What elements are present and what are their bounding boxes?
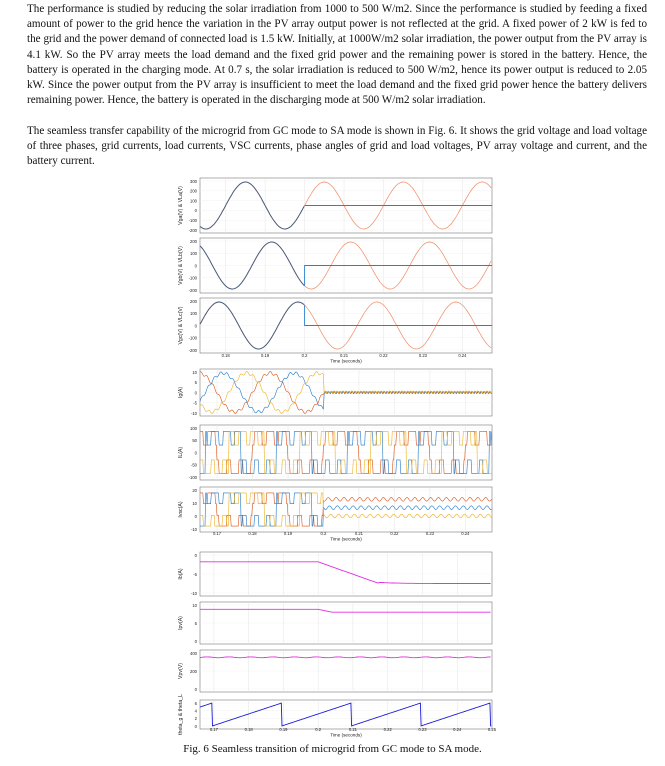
y-tick-label: 10 bbox=[192, 369, 197, 375]
x-tick-label: 0.21 bbox=[339, 353, 349, 358]
x-tick-label: 0.24 bbox=[453, 727, 462, 732]
y-tick-label: 0 bbox=[194, 552, 197, 558]
y-axis-label: Vgc(V) & VLc(V) bbox=[178, 306, 184, 345]
y-tick-label: -50 bbox=[190, 462, 197, 468]
y-tick-label: -100 bbox=[188, 474, 197, 480]
y-tick-label: -200 bbox=[188, 347, 197, 353]
y-axis-label: Vpv(V) bbox=[178, 663, 184, 679]
y-tick-label: 300 bbox=[190, 178, 197, 184]
x-tick-label: 0.21 bbox=[348, 727, 358, 732]
y-tick-label: 100 bbox=[190, 251, 197, 257]
x-axis-label: Time (seconds) bbox=[330, 536, 362, 542]
x-tick-label: 0.24 bbox=[461, 531, 470, 536]
y-tick-label: 400 bbox=[190, 650, 197, 656]
x-tick-label: 0.24 bbox=[458, 353, 467, 358]
plot-panel-1-2 bbox=[178, 487, 492, 532]
panel-frame bbox=[200, 487, 492, 532]
x-tick-label: 0.17 bbox=[209, 727, 218, 732]
x-axis-label: Time (seconds) bbox=[330, 732, 362, 738]
y-tick-label: 200 bbox=[190, 668, 197, 674]
y-tick-label: 0 bbox=[194, 723, 197, 729]
x-tick-label: 0.19 bbox=[283, 531, 293, 536]
y-tick-label: -10 bbox=[190, 526, 197, 532]
y-tick-label: -100 bbox=[188, 335, 197, 341]
y-tick-label: 100 bbox=[190, 425, 197, 431]
y-tick-label: 6 bbox=[194, 700, 197, 706]
y-tick-label: 0 bbox=[194, 450, 197, 456]
x-tick-label: 0.2 bbox=[320, 531, 327, 536]
y-tick-label: -10 bbox=[190, 590, 197, 596]
y-tick-label: -5 bbox=[193, 400, 197, 406]
x-tick-label: 0.2 bbox=[315, 727, 322, 732]
y-tick-label: 0 bbox=[194, 208, 197, 214]
y-tick-label: -200 bbox=[188, 227, 197, 233]
y-tick-label: 0 bbox=[194, 686, 197, 692]
y-tick-label: 200 bbox=[190, 298, 197, 304]
paragraph-performance: The performance is studied by reducing the solar irradiation from 1000 to 500 W/m2. Since the performance is studied by feeding a fixed amount of power to the grid hence the variation in the PV array output power is not reflected at the grid. A fixed power of 2 kW is fed to the grid and the power demand of connected load is 1.5 kW. Initially, at 1000W/m2 solar irradiation, the power output from the PV array is 4.1 kW. So the PV array meets the load demand and the fixed grid power and the remaining power is stored in the battery. Hence, the battery is operated in the charging mode. At 0.7 s, the solar irradiation is reduced to 500 W/m2, hence its power output is reduced to 2.05 kW. Since the power output from the PV array is insufficient to meet the load demand and the fixed grid power hence the battery delivers remaining power. Hence, the battery is operated in the discharging mode at 500 W/m2 solar irradiation. bbox=[27, 3, 647, 107]
y-tick-label: 0 bbox=[194, 390, 197, 396]
y-tick-label: 200 bbox=[190, 238, 197, 244]
plot-panel-2-2 bbox=[178, 650, 492, 692]
x-tick-label: 0.21 bbox=[354, 531, 364, 536]
y-tick-label: 20 bbox=[192, 487, 197, 493]
y-tick-label: -200 bbox=[188, 287, 197, 293]
paragraph-seamless-transfer: The seamless transfer capability of the microgrid from GC mode to SA mode is shown in Fig. 6. It shows the grid voltage and load voltage of three phases, grid currents, load currents, VSC currents, phase angles of grid and load voltages, PV array voltage and current, and the battery current. bbox=[27, 125, 647, 168]
x-tick-label: 0.18 bbox=[248, 531, 257, 536]
x-tick-label: 0.18 bbox=[244, 727, 253, 732]
y-tick-label: 2 bbox=[194, 716, 197, 722]
plot-panel-2-3 bbox=[178, 694, 492, 735]
y-tick-label: 50 bbox=[192, 438, 197, 444]
y-tick-label: 0 bbox=[194, 323, 197, 329]
y-tick-label: 200 bbox=[190, 188, 197, 194]
x-tick-label: 0.23 bbox=[418, 353, 428, 358]
plot-panel-0-0 bbox=[178, 178, 492, 233]
y-axis-label: Vga(V) & VLa(V) bbox=[178, 186, 184, 225]
x-tick-label: 0.22 bbox=[383, 727, 392, 732]
x-tick-label: 0.25 bbox=[487, 727, 497, 732]
y-tick-label: -100 bbox=[188, 275, 197, 281]
y-tick-label: 100 bbox=[190, 311, 197, 317]
y-axis-label: Ipv(A) bbox=[178, 616, 184, 630]
x-tick-label: 0.18 bbox=[221, 353, 230, 358]
y-axis-label: IL(A) bbox=[178, 446, 184, 459]
x-axis-label: Time (seconds) bbox=[330, 358, 362, 364]
y-axis-label: Ib(A) bbox=[178, 568, 184, 580]
x-tick-label: 0.19 bbox=[261, 353, 270, 358]
plot-panel-2-0 bbox=[178, 552, 492, 596]
y-tick-label: 10 bbox=[192, 500, 197, 506]
x-tick-label: 0.22 bbox=[379, 353, 388, 358]
x-tick-label: 0.17 bbox=[212, 531, 222, 536]
x-tick-label: 0.19 bbox=[279, 727, 288, 732]
y-axis-label: Ivsc(A) bbox=[178, 501, 184, 518]
y-tick-label: 4 bbox=[194, 708, 197, 714]
y-tick-label: 0 bbox=[194, 638, 197, 644]
x-tick-label: 0.23 bbox=[418, 727, 427, 732]
x-tick-label: 0.22 bbox=[390, 531, 399, 536]
y-axis-label: theta_g & theta_L bbox=[178, 694, 184, 735]
y-tick-label: -5 bbox=[193, 571, 197, 577]
plot-panel-0-1 bbox=[178, 238, 492, 293]
figure-6 bbox=[172, 172, 500, 740]
y-tick-label: 10 bbox=[192, 602, 197, 608]
y-tick-label: 5 bbox=[194, 620, 197, 626]
plot-panel-1-1 bbox=[178, 425, 492, 480]
y-tick-label: 5 bbox=[194, 380, 197, 386]
y-tick-label: 0 bbox=[194, 263, 197, 269]
plot-panel-1-0 bbox=[178, 369, 492, 416]
y-tick-label: 0 bbox=[194, 513, 197, 519]
figure-6-plots bbox=[172, 172, 500, 740]
y-tick-label: 100 bbox=[190, 198, 197, 204]
y-axis-label: Ig(A) bbox=[178, 386, 184, 399]
y-tick-label: -100 bbox=[188, 218, 197, 223]
plot-panel-2-1 bbox=[178, 602, 492, 644]
x-tick-label: 0.23 bbox=[425, 531, 434, 536]
figure-caption: Fig. 6 Seamless transition of microgrid from GC mode to SA mode. bbox=[183, 743, 482, 755]
plot-panel-0-2 bbox=[178, 298, 492, 353]
y-axis-label: Vgb(V) & VLb(V) bbox=[178, 246, 184, 285]
x-tick-label: 0.2 bbox=[301, 353, 308, 358]
y-tick-label: -10 bbox=[190, 410, 197, 416]
